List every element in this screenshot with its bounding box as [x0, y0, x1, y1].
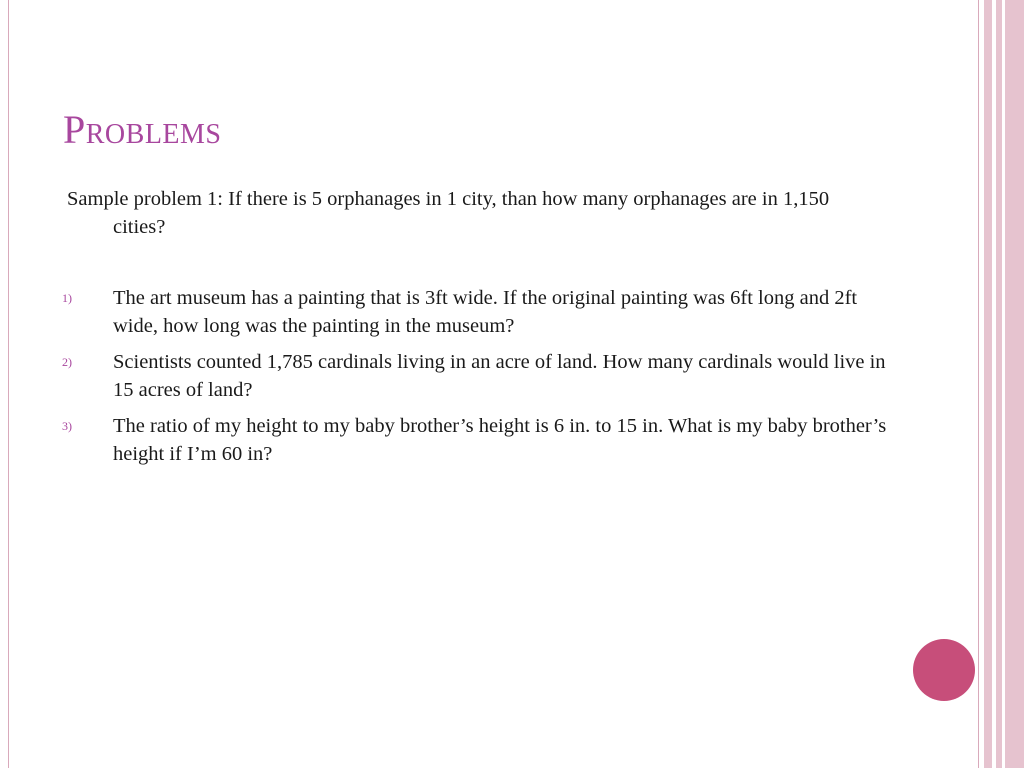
right-stripe-band [1005, 0, 1024, 768]
right-stripe-gap [992, 0, 993, 768]
problem-item [0, 284, 888, 340]
problem-list [0, 284, 900, 476]
problem-text: Scientists counted 1,785 cardinals living in an acre of land. How many cardinals would live in 15 acres of land? [113, 351, 886, 401]
decorative-circle [913, 639, 975, 701]
problem-number: 1) [62, 291, 72, 305]
problem-item [0, 412, 888, 468]
problem-number: 2) [62, 355, 72, 369]
slide-title: Problems [63, 107, 222, 152]
problem-item [0, 348, 888, 404]
problem-number: 3) [62, 419, 72, 433]
problem-text: The art museum has a painting that is 3ft wide. If the original painting was 6ft long and 2ft wide, how long was the painting in the museum? [113, 287, 858, 337]
problem-text: The ratio of my height to my baby brother’s height is 6 in. to 15 in. What is my baby brother’s height if I’m 60 in? [113, 415, 887, 465]
sample-problem: Sample problem 1: If there is 5 orphanages in 1 city, than how many orphanages are in 1,150 cities? [67, 188, 830, 238]
right-stripe-line [978, 0, 979, 768]
right-stripe-band [984, 0, 992, 768]
